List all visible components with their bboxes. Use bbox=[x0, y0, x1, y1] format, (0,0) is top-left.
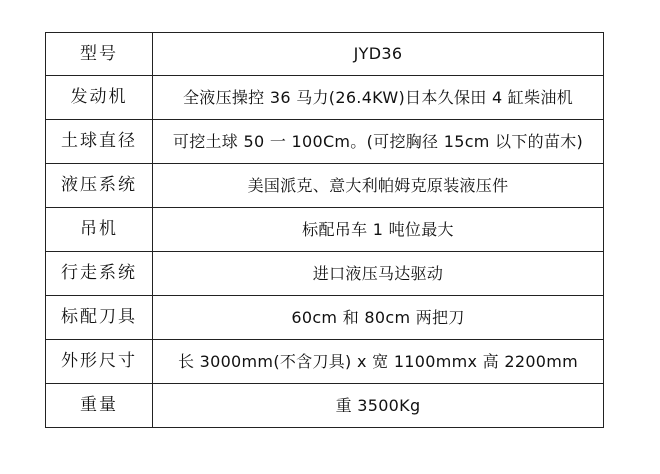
row-label-hydraulic-system: 液压系统 bbox=[46, 164, 153, 208]
table-row-travel-system bbox=[46, 252, 604, 296]
row-label-weight: 重量 bbox=[46, 384, 153, 428]
table-row-dimensions bbox=[46, 340, 604, 384]
table-row-model bbox=[46, 33, 604, 76]
table-row-crane bbox=[46, 208, 604, 252]
spec-table bbox=[45, 32, 604, 428]
row-value-engine: 全液压操控 36 马力(26.4KW)日本久保田 4 缸柴油机 bbox=[153, 76, 604, 120]
row-label-standard-blades: 标配刀具 bbox=[46, 296, 153, 340]
row-value-model: JYD36 bbox=[153, 33, 604, 76]
table-row-weight bbox=[46, 384, 604, 428]
row-value-dimensions: 长 3000mm(不含刀具) x 宽 1100mmx 高 2200mm bbox=[153, 340, 604, 384]
row-label-crane: 吊机 bbox=[46, 208, 153, 252]
row-label-engine: 发动机 bbox=[46, 76, 153, 120]
row-value-standard-blades: 60cm 和 80cm 两把刀 bbox=[153, 296, 604, 340]
row-value-crane: 标配吊车 1 吨位最大 bbox=[153, 208, 604, 252]
row-label-travel-system: 行走系统 bbox=[46, 252, 153, 296]
row-value-hydraulic-system: 美国派克、意大利帕姆克原装液压件 bbox=[153, 164, 604, 208]
table-row-engine bbox=[46, 76, 604, 120]
row-value-weight: 重 3500Kg bbox=[153, 384, 604, 428]
row-label-soil-ball-diameter: 土球直径 bbox=[46, 120, 153, 164]
table-row-hydraulic-system bbox=[46, 164, 604, 208]
row-value-travel-system: 进口液压马达驱动 bbox=[153, 252, 604, 296]
row-label-model: 型号 bbox=[46, 33, 153, 76]
table-row-standard-blades bbox=[46, 296, 604, 340]
row-label-dimensions: 外形尺寸 bbox=[46, 340, 153, 384]
table-row-soil-ball-diameter bbox=[46, 120, 604, 164]
row-value-soil-ball-diameter: 可挖土球 50 一 100Cm。(可挖胸径 15cm 以下的苗木) bbox=[153, 120, 604, 164]
